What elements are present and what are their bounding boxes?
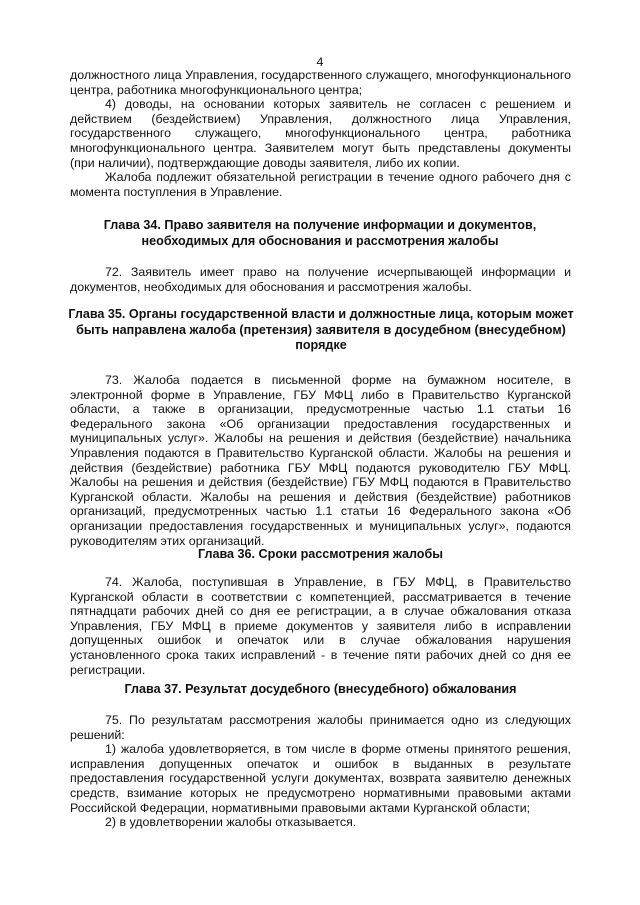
- chapter-36-body: [70, 575, 571, 677]
- paragraph: 73. Жалоба подается в письменной форме на бумажном носителе, в электронной форме в Управление, ГБУ МФЦ либо в Правительство Курганской области, а также в организации, предусмотренные частью 1.1 статьи 16 Федерального закона «Об организации предоставления государственных и муниципальных услуг». Жалобы на решения и действия (бездействие) начальника Управления подаются в Правительство Курганской области. Жалобы на решения и действия (бездействие) работника ГБУ МФЦ подаются руководителю ГБУ МФЦ. Жалобы на решения и действия (бездействие) ГБУ МФЦ подаются в Правительство Курганской области. Жалобы на решения и действия (бездействие) работников организаций, предусмотренных частью 1.1 статьи 16 Федерального закона «Об организации предоставления государственных и муниципальных услуг», подаются руководителям этих организаций.: [70, 373, 571, 548]
- chapter-heading: Глава 35. Органы государственной власти и должностные лица, которым может быть направлена жалоба (претензия) заявителя в досудебном (внесудебном) порядке: [68, 307, 574, 353]
- chapter-heading: Глава 34. Право заявителя на получение информации и документов, необходимых для обоснования и рассмотрения жалобы: [103, 218, 537, 248]
- page-number: 4: [316, 55, 324, 69]
- chapter-heading: Глава 37. Результат досудебного (внесудебного) обжалования: [124, 682, 517, 696]
- chapter-34: [90, 218, 550, 249]
- intro-section: [70, 68, 571, 199]
- chapter-37: [70, 682, 571, 698]
- paragraph: 74. Жалоба, поступившая в Управление, в ГБУ МФЦ, в Правительство Курганской области в соответствии с компетенцией, рассматривается в течение пятнадцати рабочих дней со дня ее регистрации, а в случае обжалования отказа Управления, ГБУ МФЦ в приеме документов у заявителя либо в исправлении допущенных ошибок и опечаток или в случае обжалования нарушения установленного срока таких исправлений - в течение пяти рабочих дней со дня ее регистрации.: [70, 575, 571, 677]
- paragraph: Жалоба подлежит обязательной регистрации в течение одного рабочего дня с момента поступления в Управление.: [70, 170, 571, 199]
- paragraph: 72. Заявитель имеет право на получение исчерпывающей информации и документов, необходимых для обоснования и рассмотрения жалобы.: [70, 265, 571, 294]
- chapter-36: [70, 547, 571, 563]
- chapter-heading: Глава 36. Сроки рассмотрения жалобы: [197, 547, 444, 561]
- list-item: 1) жалоба удовлетворяется, в том числе в форме отмены принятого решения, исправления допущенных опечаток и ошибок в выданных в результате предоставления государственной услуги документах, возврата заявителю денежных средств, взимание которых не предусмотрено нормативными правовыми актами Российской Федерации, нормативными правовыми актами Курганской области;: [70, 742, 571, 815]
- paragraph: 75. По результатам рассмотрения жалобы принимается одно из следующих решений:: [70, 713, 571, 742]
- chapter-34-body: [70, 265, 571, 294]
- paragraph: должностного лица Управления, государственного служащего, многофункционального центра, работника многофункционального центра;: [70, 68, 571, 97]
- list-item: 2) в удовлетворении жалобы отказывается.: [105, 815, 357, 830]
- chapter-35: [66, 307, 576, 354]
- paragraph: 4) доводы, на основании которых заявитель не согласен с решением и действием (бездействием) Управления, должностного лица Управления, государственного служащего, многофункционального центра, работника многофункционального центра. Заявителем могут быть представлены документы (при наличии), подтверждающие доводы заявителя, либо их копии.: [70, 97, 571, 170]
- chapter-35-body: [70, 373, 571, 548]
- chapter-37-body: [70, 713, 571, 830]
